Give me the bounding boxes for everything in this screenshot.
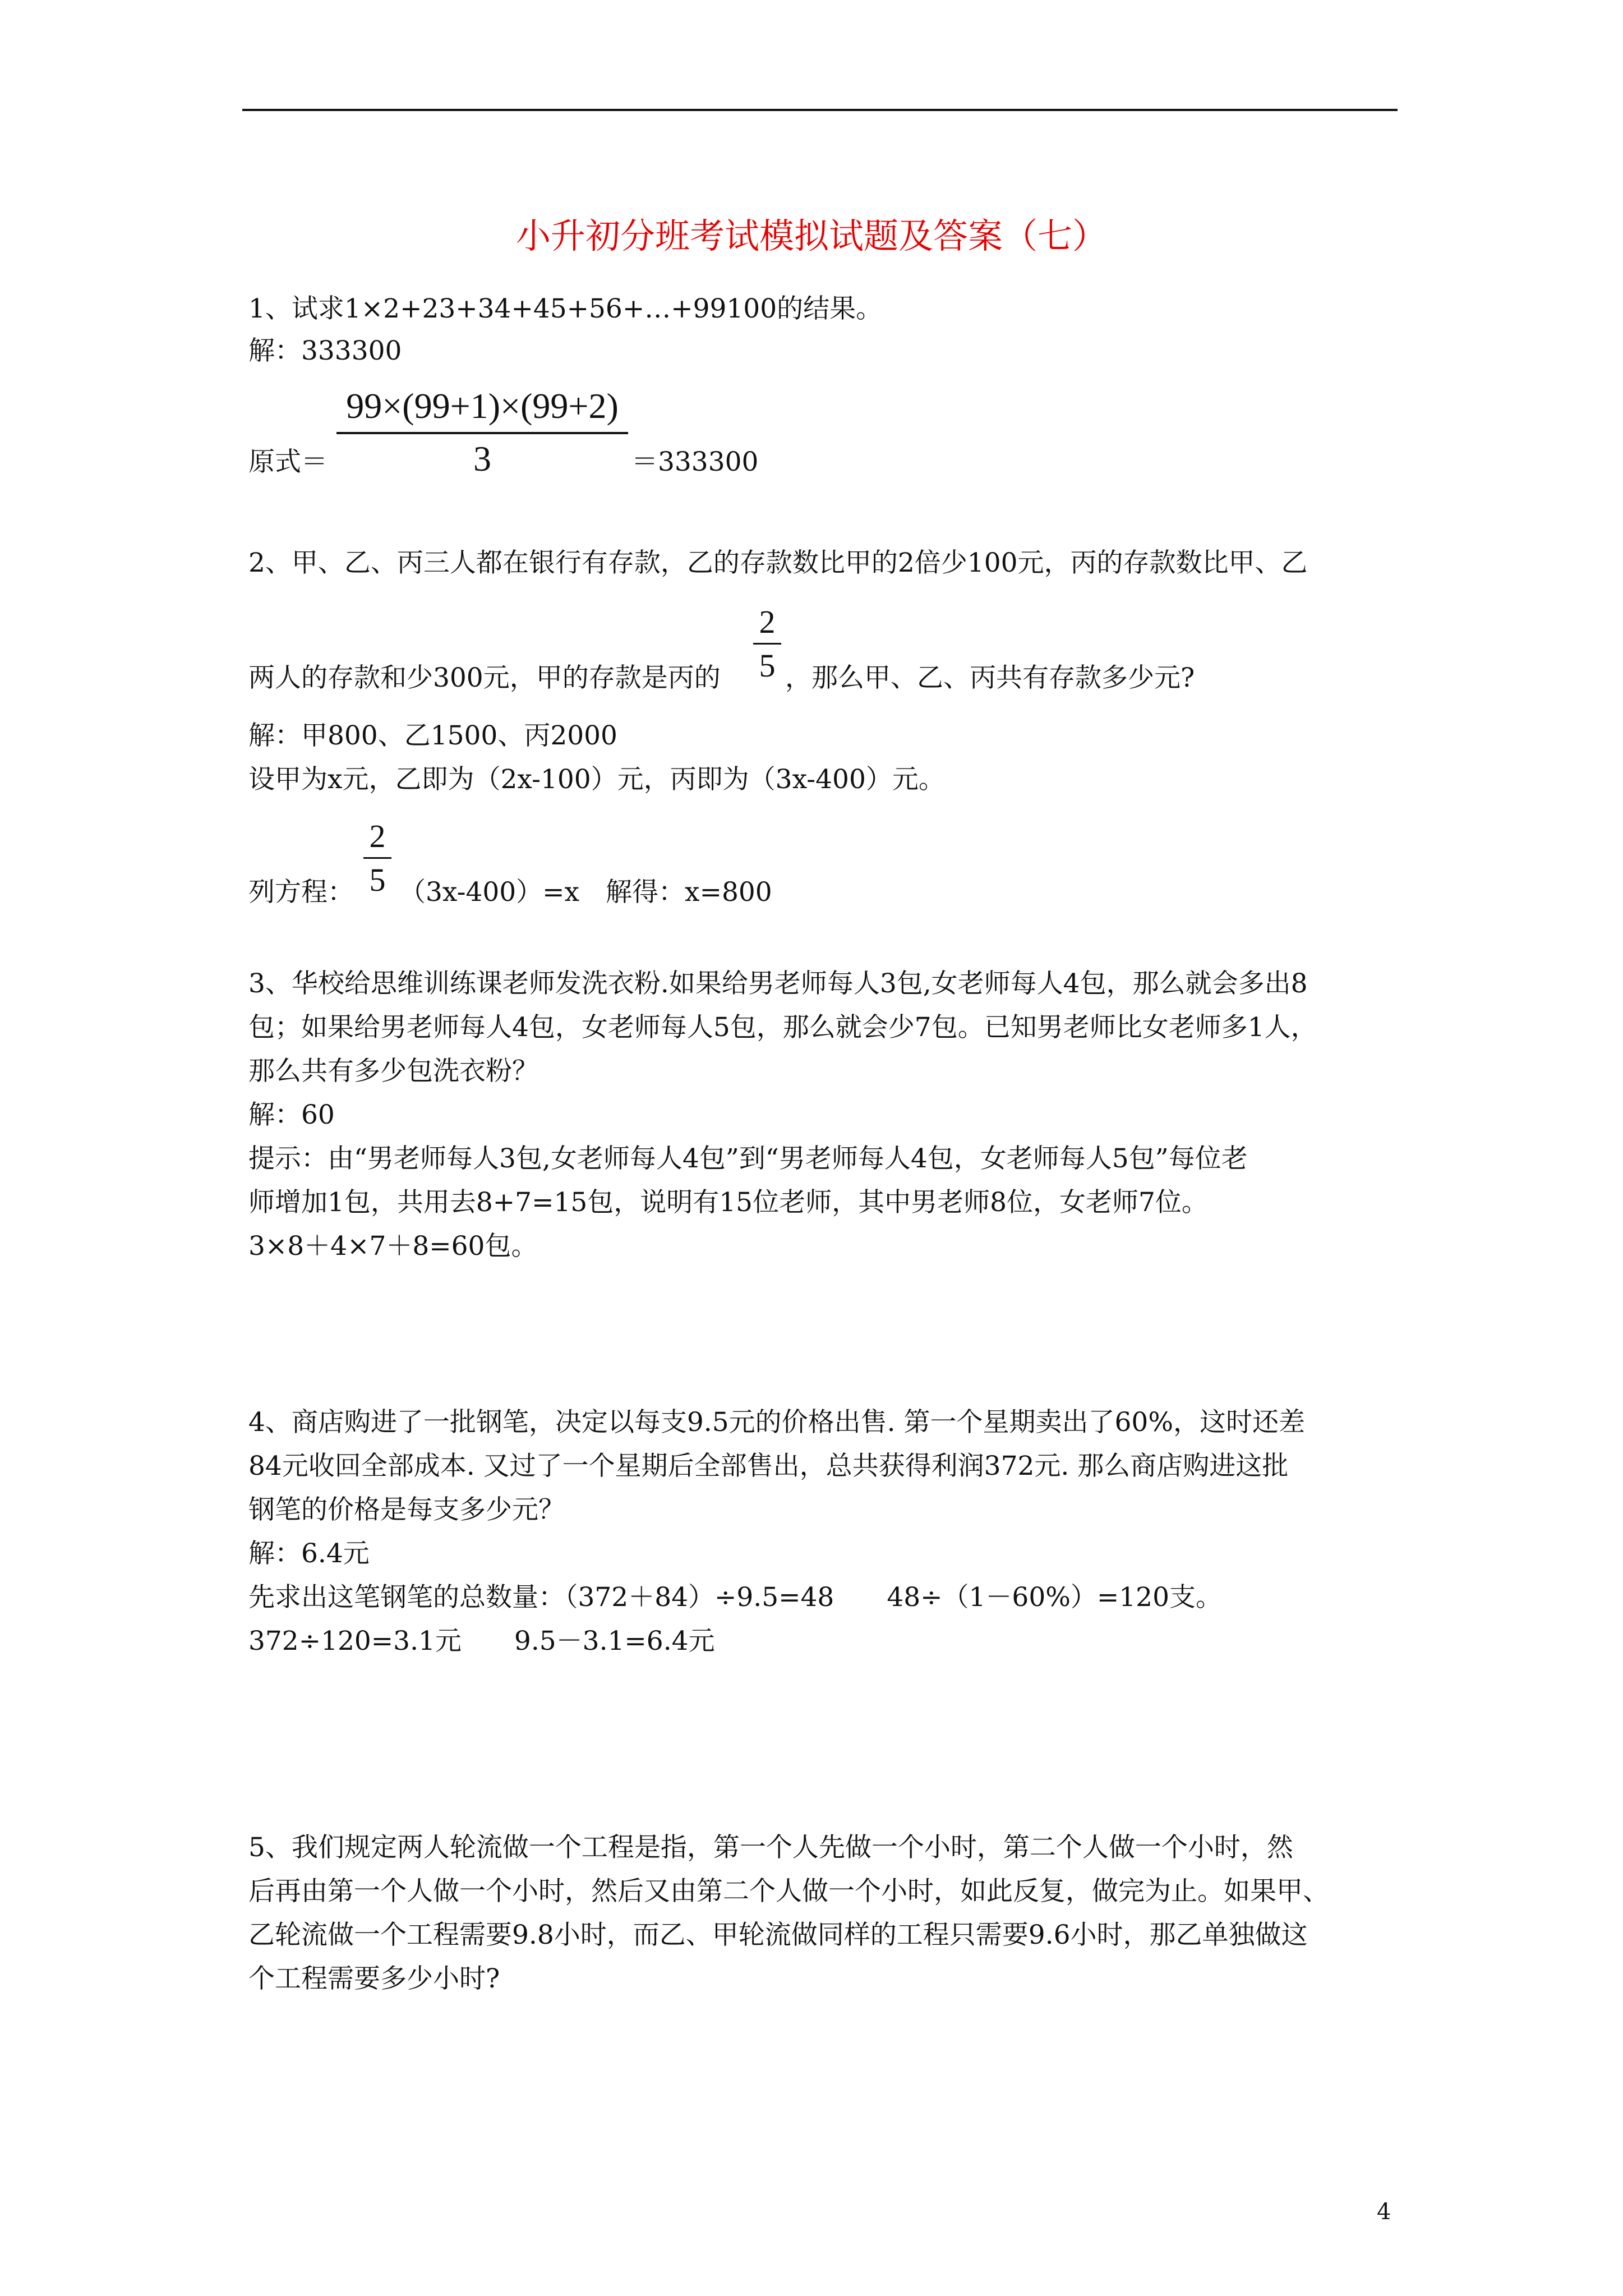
q2-line-1: 2、甲、乙、丙三人都在银行有存款，乙的存款数比甲的2倍少100元，丙的存款数比甲、乙 [248,547,1308,578]
q2-line-2a: 两人的存款和少300元，甲的存款是丙的 [248,662,721,693]
q1-formula-numerator: 99×(99+1)×(99+2) [346,386,619,426]
q5-line-4: 个工程需要多少小时? [248,1963,500,1994]
q3-answer: 解：60 [248,1099,335,1130]
q2-answer: 解：甲800、乙1500、丙2000 [248,720,617,751]
q2-fraction-numerator: 2 [759,604,776,640]
q2-step-2-suffix: （3x-400）=x 解得：x=800 [399,877,772,908]
q4-line-3: 钢笔的价格是每支多少元？ [248,1494,565,1525]
q3-line-1: 3、华校给思维训练课老师发洗衣粉.如果给男老师每人3包,女老师每人4包，那么就会多出8 [248,968,1308,999]
q4-line-2: 84元收回全部成本. 又过了一个星期后全部售出，总共获得利润372元. 那么商店购进这批 [248,1451,1289,1481]
q2-step2-fraction-numerator: 2 [369,818,386,854]
page-title: 小升初分班考试模拟试题及答案（七） [515,215,1107,256]
header-rule [242,109,1398,111]
q1-fraction-bar [336,432,628,434]
q2-fraction-denominator: 5 [759,647,776,684]
q3-line-2: 包；如果给男老师每人4包，女老师每人5包，那么就会少7包。已知男老师比女老师多1人， [248,1012,1317,1043]
q4-line-1: 4、商店购进了一批钢笔，决定以每支9.5元的价格出售. 第一个星期卖出了60%，这时还差 [248,1407,1305,1438]
q1-question: 1、试求1×2+23+34+45+56+…+99100的结果。 [248,293,883,324]
q3-hint-2: 师增加1包，共用去8+7=15包，说明有15位老师，其中男老师8位，女老师7位。 [248,1187,1208,1218]
q1-formula-denominator: 3 [473,439,491,478]
q2-step2-fraction-denominator: 5 [369,862,386,898]
q4-answer: 解：6.4元 [248,1538,370,1569]
q5-line-2: 后再由第一个人做一个小时，然后又由第二个人做一个小时，如此反复，做完为止。如果甲、 [248,1876,1329,1907]
q5-line-3: 乙轮流做一个工程需要9.8小时，而乙、甲轮流做同样的工程只需要9.6小时，那乙单独做这 [248,1920,1308,1950]
q5-line-1: 5、我们规定两人轮流做一个工程是指，第一个人先做一个小时，第二个人做一个小时，然 [248,1832,1293,1863]
q2-line-2b: ，那么甲、乙、丙共有存款多少元? [785,662,1195,693]
q2-step2-fraction-bar [363,857,391,859]
q2-step-1: 设甲为x元，乙即为（2x-100）元，丙即为（3x-400）元。 [248,764,945,795]
q3-hint-3: 3×8＋4×7＋8=60包。 [248,1231,538,1262]
q2-fraction-bar [753,643,781,645]
q3-line-3: 那么共有多少包洗衣粉？ [248,1056,538,1087]
q4-step-1: 先求出这笔钢笔的总数量：（372＋84）÷9.5=48 48÷（1－60%）=120支。 [248,1582,1222,1613]
q1-answer: 解：333300 [248,335,402,366]
page-number: 4 [1377,2199,1391,2225]
q3-hint-1: 提示：由“男老师每人3包,女老师每人4包”到“男老师每人4包，女老师每人5包”每位老 [248,1143,1248,1174]
q2-step-2-prefix: 列方程： [248,877,354,908]
q4-step-2: 372÷120=3.1元 9.5－3.1=6.4元 [248,1626,715,1657]
q1-formula-prefix: 原式＝ [248,447,328,477]
q1-formula-result: ＝333300 [631,447,759,477]
